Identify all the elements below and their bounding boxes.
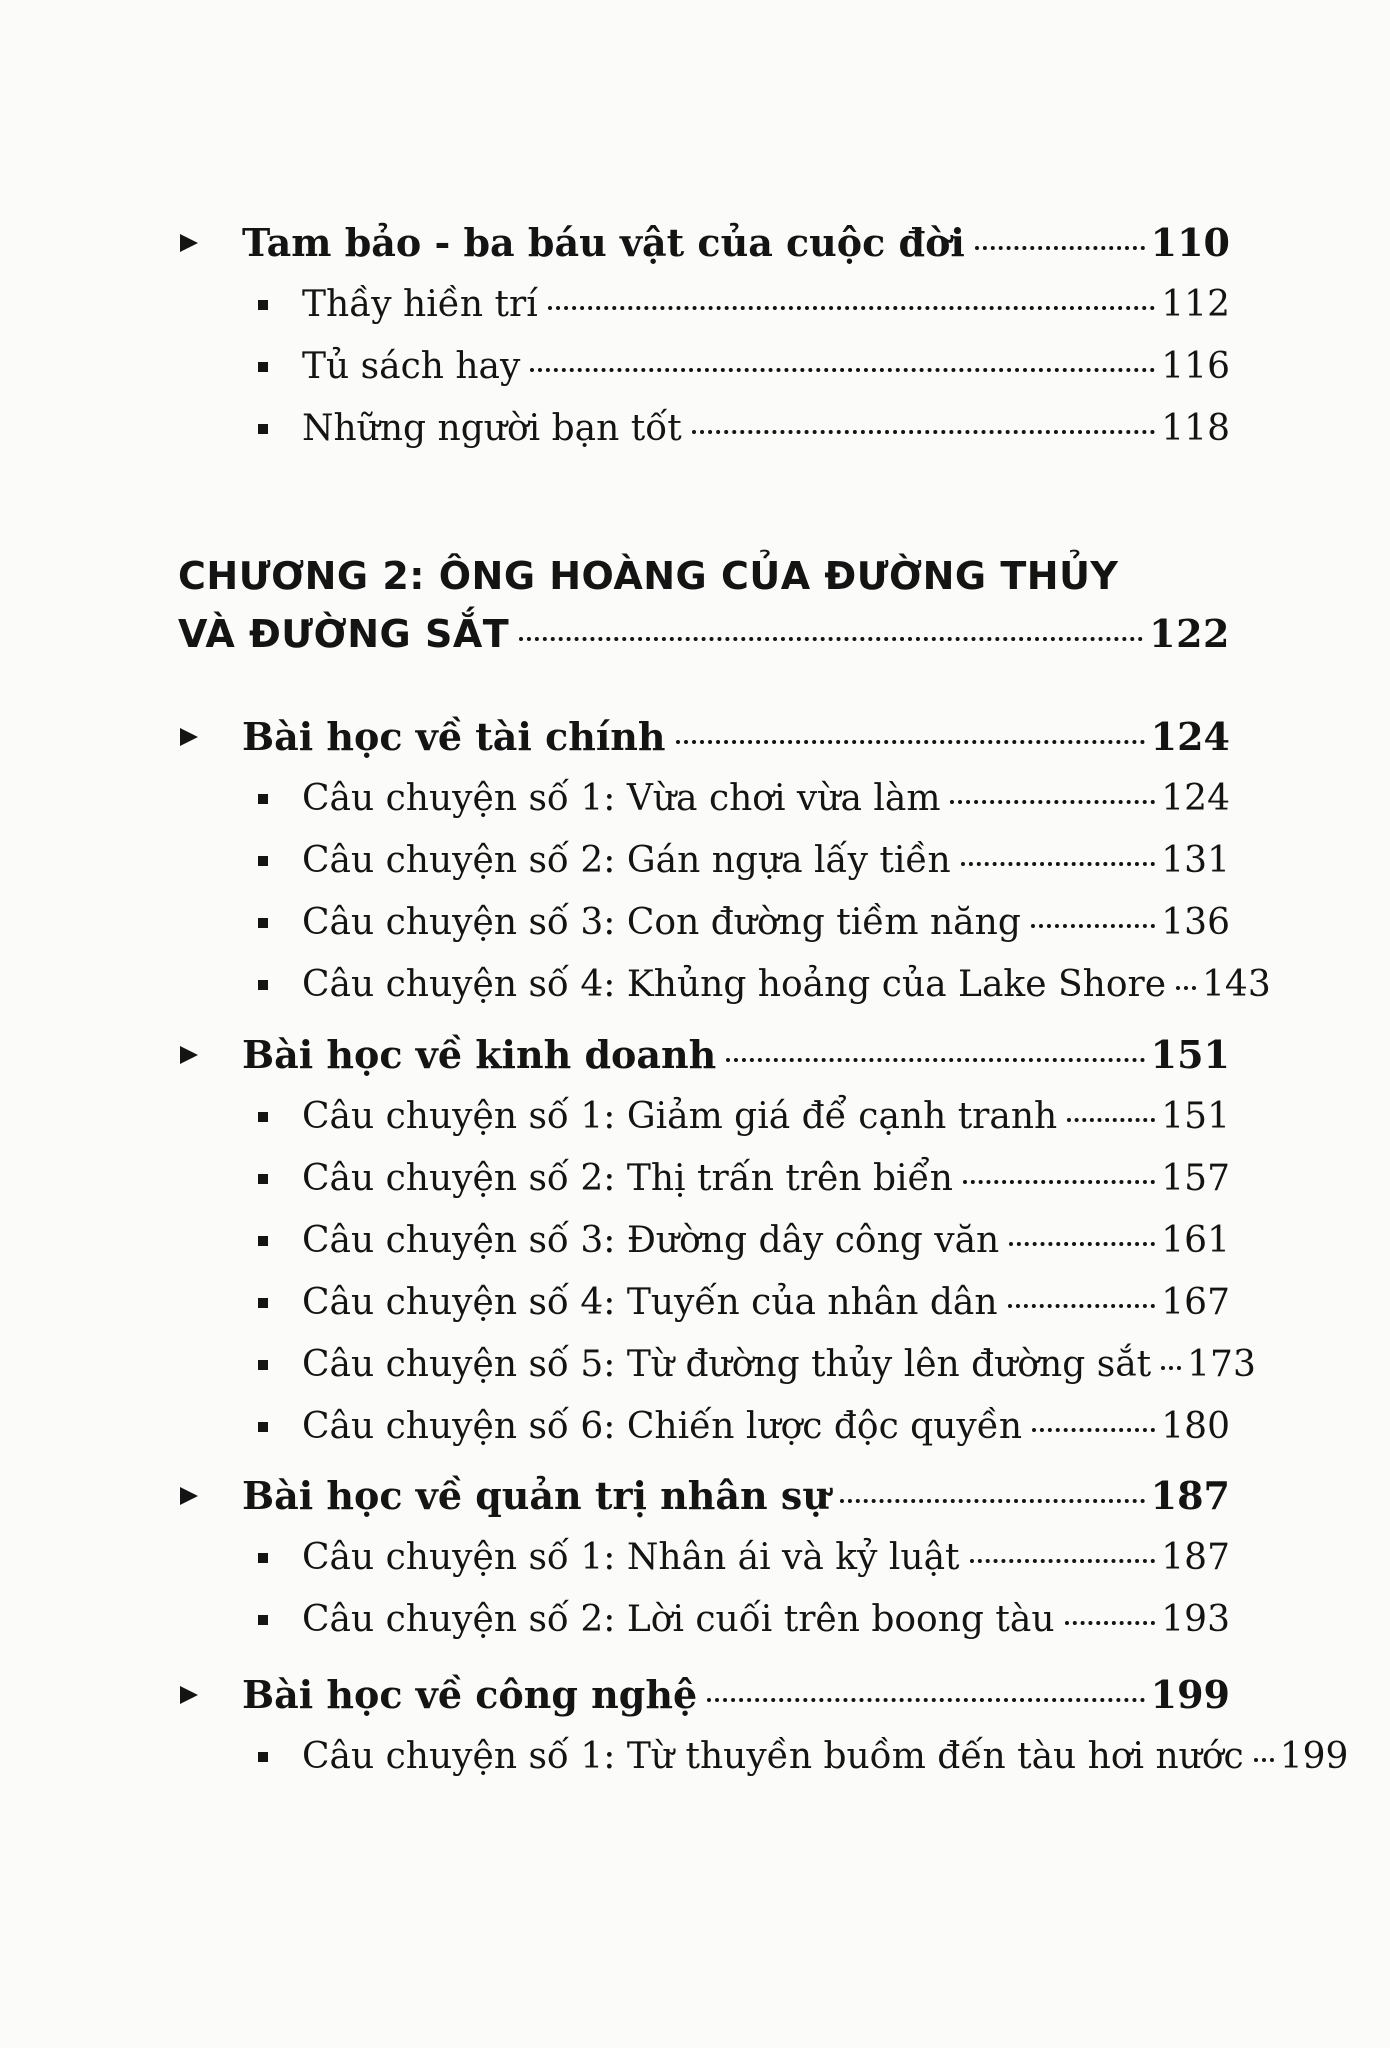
- toc-item[interactable]: [178, 336, 1230, 398]
- dot-leader: [692, 430, 1156, 434]
- toc-item-label: Câu chuyện số 4: Tuyến của nhân dân: [302, 1282, 998, 1323]
- toc-section-heading[interactable]: [178, 1664, 1230, 1726]
- dot-leader: [530, 368, 1155, 372]
- chapter-title-line-1: CHƯƠNG 2: ÔNG HOÀNG CỦA ĐƯỜNG THỦY: [178, 554, 1119, 598]
- square-bullet-icon: [178, 1428, 302, 1438]
- toc-page-number: 110: [1150, 220, 1230, 265]
- dot-leader: [1009, 1242, 1155, 1246]
- toc-page-number: 151: [1161, 1096, 1230, 1137]
- toc-item[interactable]: [178, 830, 1230, 892]
- toc-page-number: 131: [1161, 840, 1230, 881]
- toc-item-label: Câu chuyện số 3: Đường dây công văn: [302, 1220, 1000, 1261]
- toc-page-number: 161: [1161, 1220, 1230, 1261]
- square-bullet-icon: [178, 1118, 302, 1128]
- triangle-bullet-icon: [178, 1050, 242, 1068]
- dot-leader: [519, 637, 1143, 641]
- dot-leader: [840, 1499, 1145, 1503]
- toc-page-number: 112: [1161, 284, 1230, 325]
- square-bullet-icon: [178, 1559, 302, 1569]
- dot-leader: [726, 1058, 1144, 1062]
- toc-page-number: 118: [1161, 408, 1230, 449]
- toc-section-heading[interactable]: [178, 1465, 1230, 1527]
- dot-leader: [1067, 1118, 1155, 1122]
- dot-leader: [1008, 1304, 1156, 1308]
- toc-item-label: Câu chuyện số 1: Giảm giá để cạnh tranh: [302, 1096, 1058, 1137]
- dot-leader: [548, 306, 1156, 310]
- toc-section-finance: [178, 706, 1271, 1016]
- toc-section-label: Tam bảo - ba báu vật của cuộc đời: [242, 220, 965, 265]
- toc-section-label: Bài học về quản trị nhân sự: [242, 1473, 830, 1518]
- square-bullet-icon: [178, 1366, 302, 1376]
- toc-section-hr: [178, 1465, 1230, 1651]
- toc-item[interactable]: [178, 1272, 1230, 1334]
- toc-page-number: 167: [1161, 1282, 1230, 1323]
- toc-item[interactable]: [178, 1396, 1230, 1458]
- toc-page-number: 187: [1150, 1473, 1230, 1518]
- toc-item-label: Câu chuyện số 2: Thị trấn trên biển: [302, 1158, 953, 1199]
- toc-item[interactable]: [178, 768, 1230, 830]
- toc-section-top: [178, 212, 1230, 460]
- toc-item[interactable]: [178, 1086, 1230, 1148]
- toc-section-heading[interactable]: [178, 212, 1230, 274]
- toc-section-heading[interactable]: [178, 706, 1230, 768]
- toc-item-label: Câu chuyện số 2: Gán ngựa lấy tiền: [302, 840, 951, 881]
- toc-page-number: 199: [1279, 1736, 1349, 1777]
- toc-item-label: Câu chuyện số 1: Nhân ái và kỷ luật: [302, 1537, 960, 1578]
- toc-item[interactable]: [178, 1527, 1230, 1589]
- toc-item[interactable]: [178, 1726, 1349, 1788]
- toc-page-number: 157: [1161, 1158, 1230, 1199]
- toc-item-label: Câu chuyện số 1: Từ thuyền buồm đến tàu hơi nước: [302, 1736, 1244, 1777]
- dot-leader: [1031, 924, 1155, 928]
- toc-section-label: Bài học về kinh doanh: [242, 1032, 717, 1077]
- square-bullet-icon: [178, 1242, 302, 1252]
- toc-item[interactable]: [178, 1334, 1256, 1396]
- square-bullet-icon: [178, 1304, 302, 1314]
- toc-section-heading[interactable]: [178, 1024, 1230, 1086]
- triangle-bullet-icon: [178, 238, 242, 256]
- toc-item-label: Thầy hiền trí: [302, 284, 538, 325]
- triangle-bullet-icon: [178, 732, 242, 750]
- toc-page-number: 116: [1161, 346, 1230, 387]
- square-bullet-icon: [178, 368, 302, 378]
- toc-page-number: 151: [1150, 1032, 1230, 1077]
- toc-item-label: Câu chuyện số 1: Vừa chơi vừa làm: [302, 778, 941, 819]
- chapter-page-number: 122: [1149, 611, 1230, 656]
- toc-page-number: 187: [1161, 1537, 1230, 1578]
- toc-section-label: Bài học về tài chính: [242, 714, 666, 759]
- toc-page-number: 124: [1161, 778, 1230, 819]
- toc-item-label: Câu chuyện số 4: Khủng hoảng của Lake Shore: [302, 964, 1167, 1005]
- toc-item[interactable]: [178, 1148, 1230, 1210]
- dot-leader: [950, 800, 1155, 804]
- dot-leader: [963, 1180, 1155, 1184]
- toc-item-label: Câu chuyện số 5: Từ đường thủy lên đường sắt: [302, 1344, 1152, 1385]
- toc-page-number: 199: [1150, 1672, 1230, 1717]
- square-bullet-icon: [178, 800, 302, 810]
- toc-item-label: Tủ sách hay: [302, 346, 521, 387]
- toc-item-label: Câu chuyện số 3: Con đường tiềm năng: [302, 902, 1021, 943]
- dot-leader: [1254, 1758, 1274, 1762]
- dot-leader: [1032, 1428, 1155, 1432]
- dot-leader: [975, 246, 1145, 250]
- toc-item-label: Câu chuyện số 6: Chiến lược độc quyền: [302, 1406, 1023, 1447]
- triangle-bullet-icon: [178, 1491, 242, 1509]
- toc-page-number: 180: [1161, 1406, 1230, 1447]
- dot-leader: [961, 862, 1156, 866]
- dot-leader: [1176, 986, 1196, 990]
- triangle-bullet-icon: [178, 1690, 242, 1708]
- toc-section-technology: [178, 1664, 1349, 1788]
- chapter-heading[interactable]: [178, 548, 1230, 663]
- dot-leader: [707, 1698, 1145, 1702]
- square-bullet-icon: [178, 1758, 302, 1768]
- square-bullet-icon: [178, 430, 302, 440]
- toc-page-number: 136: [1161, 902, 1230, 943]
- toc-page-number: 173: [1187, 1344, 1256, 1385]
- toc-item[interactable]: [178, 1210, 1230, 1272]
- toc-page-number: 143: [1202, 964, 1271, 1005]
- toc-item[interactable]: [178, 954, 1271, 1016]
- toc-section-label: Bài học về công nghệ: [242, 1672, 698, 1717]
- dot-leader: [970, 1559, 1156, 1563]
- toc-page-number: 193: [1161, 1599, 1230, 1640]
- square-bullet-icon: [178, 1621, 302, 1631]
- toc-item[interactable]: [178, 892, 1230, 954]
- square-bullet-icon: [178, 924, 302, 934]
- dot-leader: [1161, 1366, 1181, 1370]
- chapter-title-line-2: VÀ ĐƯỜNG SẮT: [178, 612, 510, 656]
- chapter-title-line-2-row: [178, 605, 1230, 663]
- toc-section-business: [178, 1024, 1256, 1458]
- square-bullet-icon: [178, 306, 302, 316]
- square-bullet-icon: [178, 986, 302, 996]
- toc-item-label: Câu chuyện số 2: Lời cuối trên boong tàu: [302, 1599, 1055, 1640]
- dot-leader: [676, 740, 1145, 744]
- toc-item[interactable]: [178, 398, 1230, 460]
- toc-item-label: Những người bạn tốt: [302, 408, 682, 449]
- square-bullet-icon: [178, 1180, 302, 1190]
- square-bullet-icon: [178, 862, 302, 872]
- toc-item[interactable]: [178, 1589, 1230, 1651]
- toc-item[interactable]: [178, 274, 1230, 336]
- dot-leader: [1065, 1621, 1156, 1625]
- toc-page-number: 124: [1150, 714, 1230, 759]
